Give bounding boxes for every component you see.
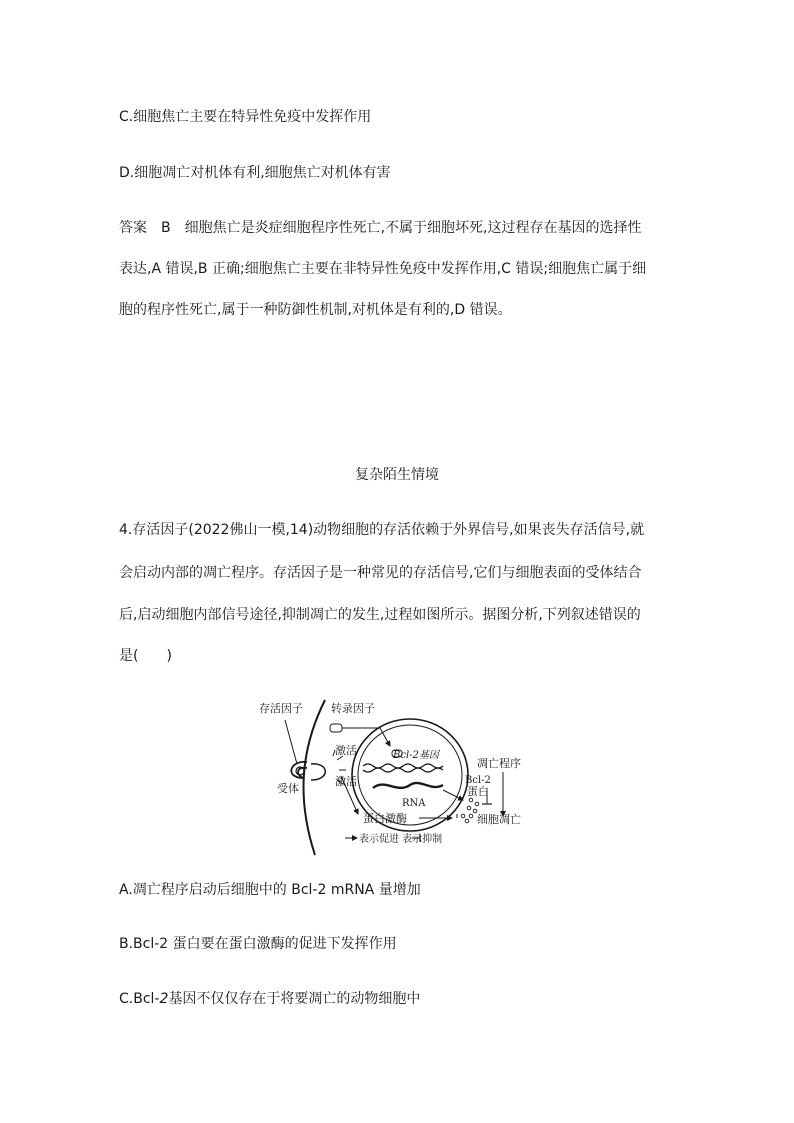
answer-label: 答案 — [119, 220, 147, 236]
question-line-2: 会启动内部的凋亡程序。存活因子是一种常见的存活信号,它们与细胞表面的受体结合 — [119, 565, 642, 581]
option-a-text: A.凋亡程序启动后细胞中的 Bcl-2 mRNA 量增加 — [119, 882, 421, 898]
label-survival-factor: 存活因子 — [259, 702, 303, 715]
label-receptor: 受体 — [277, 782, 299, 795]
survival-factor-diagram — [245, 690, 545, 860]
label-rna: RNA — [402, 798, 426, 809]
label-transcription-factor: 转录因子 — [331, 702, 375, 715]
receptor-inner — [311, 764, 325, 780]
label-apoptosis-program: 凋亡程序 — [477, 757, 521, 770]
option-c-italic: 2 — [159, 991, 169, 1007]
option-c-line — [119, 989, 420, 1009]
question-line-3: 后,启动细胞内部信号途径,抑制凋亡的发生,过程如图所示。据图分析,下列叙述错误的 — [119, 607, 641, 623]
answer-line-3: 胞的程序性死亡,属于一种防御性机制,对机体是有利的,D 错误。 — [119, 302, 512, 318]
answer-explanation: 细胞焦亡是炎症细胞程序性死亡,不属于细胞坏死,这过程存在基因的选择性 — [184, 220, 642, 236]
label-apoptosis: 细胞凋亡 — [477, 813, 521, 826]
label-protein: 蛋白 — [467, 785, 489, 798]
option-c-suffix: 基因不仅仅存在于将要凋亡的动物细胞中 — [168, 991, 421, 1007]
answer-letter: B — [161, 220, 171, 236]
label-legend: 表示促进 表示抑制 — [359, 834, 443, 845]
answer-line-2: 表达,A 错误,B 正确;细胞焦亡主要在非特异性免疫中发挥作用,C 错误;细胞焦亡属于细 — [119, 261, 647, 277]
label-activate-1: 激活 — [335, 744, 357, 757]
label-protein-kinase: 蛋白激酶 — [363, 812, 407, 825]
question-line-4: 是( ) — [119, 648, 172, 664]
option-c-prefix: C.Bcl- — [119, 991, 160, 1007]
label-activate-2: 激活 — [335, 775, 357, 788]
label-bcl2-gene: Bcl-2基因 — [393, 750, 439, 761]
label-bcl2: Bcl-2 — [465, 775, 491, 786]
nucleus-inner — [358, 725, 462, 825]
rna-strand — [373, 783, 443, 788]
question-line-1: 4.存活因子(2022佛山一模,14)动物细胞的存活依赖于外界信号,如果丧失存活信号,就 — [119, 522, 645, 538]
dna-strand — [363, 764, 443, 768]
answer-line-1 — [119, 218, 642, 238]
option-d-text: D.细胞凋亡对机体有利,细胞焦亡对机体有害 — [119, 165, 391, 181]
section-title: 复杂陌生情境 — [355, 467, 439, 483]
option-c-text: C.细胞焦亡主要在特异性免疫中发挥作用 — [119, 109, 372, 125]
option-b-text: B.Bcl-2 蛋白要在蛋白激酶的促进下发挥作用 — [119, 936, 397, 952]
